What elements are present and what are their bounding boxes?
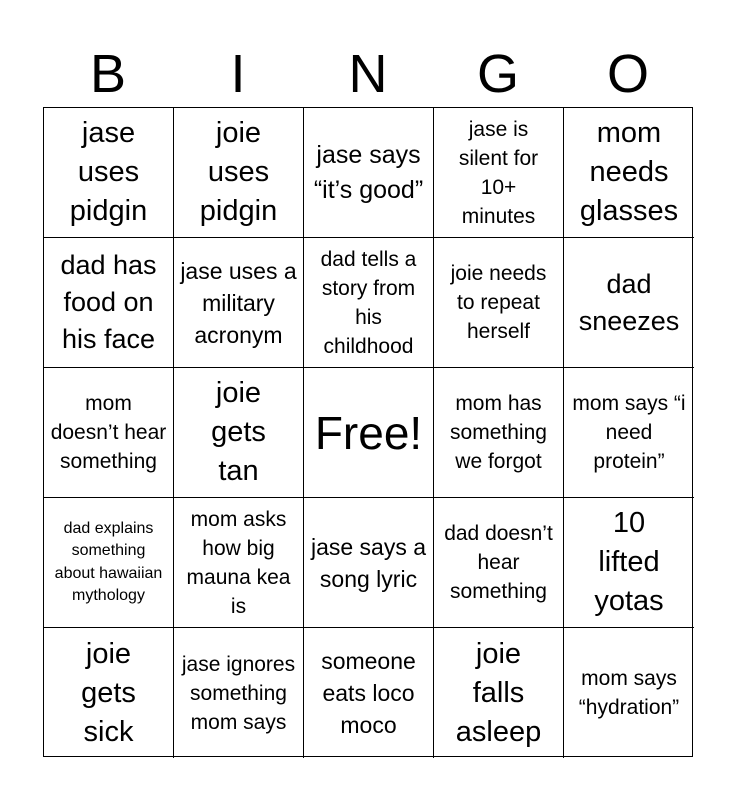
bingo-cell[interactable] — [304, 238, 434, 368]
cell-text: Free! — [314, 406, 423, 459]
header-letter-g: G — [476, 44, 519, 104]
cell-text: dad explains something about hawaiian mythology — [54, 519, 163, 604]
bingo-cell[interactable] — [44, 108, 174, 238]
bingo-cell[interactable] — [434, 108, 564, 238]
bingo-cell[interactable] — [564, 108, 694, 238]
cell-text: mom needs glasses — [579, 117, 679, 227]
cell-text: jase says “it’s good” — [313, 140, 424, 204]
bingo-cell[interactable] — [564, 498, 694, 628]
bingo-cell[interactable] — [304, 108, 434, 238]
cell-text: joie gets tan — [211, 377, 266, 487]
bingo-cell[interactable] — [174, 238, 304, 368]
cell-text: jase is silent for 10+ minutes — [458, 117, 539, 228]
bingo-cell[interactable] — [434, 238, 564, 368]
cell-text: dad tells a story from his childhood — [320, 247, 417, 358]
header-letter-b: B — [89, 44, 127, 104]
cell-text: jase says a song lyric — [310, 533, 427, 592]
cell-text: jase ignores something mom says — [181, 652, 296, 734]
cell-text: joie uses pidgin — [199, 117, 278, 227]
cell-text: someone eats loco moco — [321, 648, 416, 738]
cell-text: mom says “i need protein” — [572, 392, 686, 473]
free-space[interactable] — [304, 368, 434, 498]
cell-text: joie falls asleep — [455, 637, 542, 748]
cell-text: 10 lifted yotas — [594, 507, 664, 617]
bingo-cell[interactable] — [304, 628, 434, 758]
bingo-cell[interactable] — [44, 498, 174, 628]
cell-text: mom asks how big mauna kea is — [186, 507, 291, 618]
cell-text: joie gets sick — [81, 637, 136, 748]
header-letter-n: N — [348, 44, 388, 104]
bingo-cell[interactable] — [44, 368, 174, 498]
bingo-cell[interactable] — [174, 498, 304, 628]
header-letter-i: I — [230, 44, 246, 104]
cell-text: jase uses a military acronym — [180, 257, 297, 348]
cell-text: dad sneezes — [578, 268, 680, 336]
bingo-cell[interactable] — [564, 368, 694, 498]
bingo-cell[interactable] — [434, 628, 564, 758]
bingo-cell[interactable] — [174, 628, 304, 758]
bingo-cell[interactable] — [174, 368, 304, 498]
cell-text: joie needs to repeat herself — [450, 262, 547, 343]
bingo-cell[interactable] — [434, 368, 564, 498]
header-letter-o: O — [606, 44, 649, 104]
bingo-cell[interactable] — [174, 108, 304, 238]
cell-text: dad has food on his face — [60, 250, 157, 354]
bingo-grid — [43, 107, 693, 757]
bingo-cell[interactable] — [44, 238, 174, 368]
bingo-cell[interactable] — [44, 628, 174, 758]
cell-text: jase uses pidgin — [69, 117, 148, 227]
bingo-cell[interactable] — [434, 498, 564, 628]
cell-text: dad doesn’t hear something — [444, 522, 553, 603]
cell-text: mom has something we forgot — [450, 392, 547, 473]
cell-text: mom doesn’t hear something — [50, 392, 167, 473]
bingo-cell[interactable] — [304, 498, 434, 628]
cell-text: mom says “hydration” — [578, 667, 680, 719]
bingo-cell[interactable] — [564, 628, 694, 758]
bingo-header — [43, 44, 693, 104]
bingo-cell[interactable] — [564, 238, 694, 368]
